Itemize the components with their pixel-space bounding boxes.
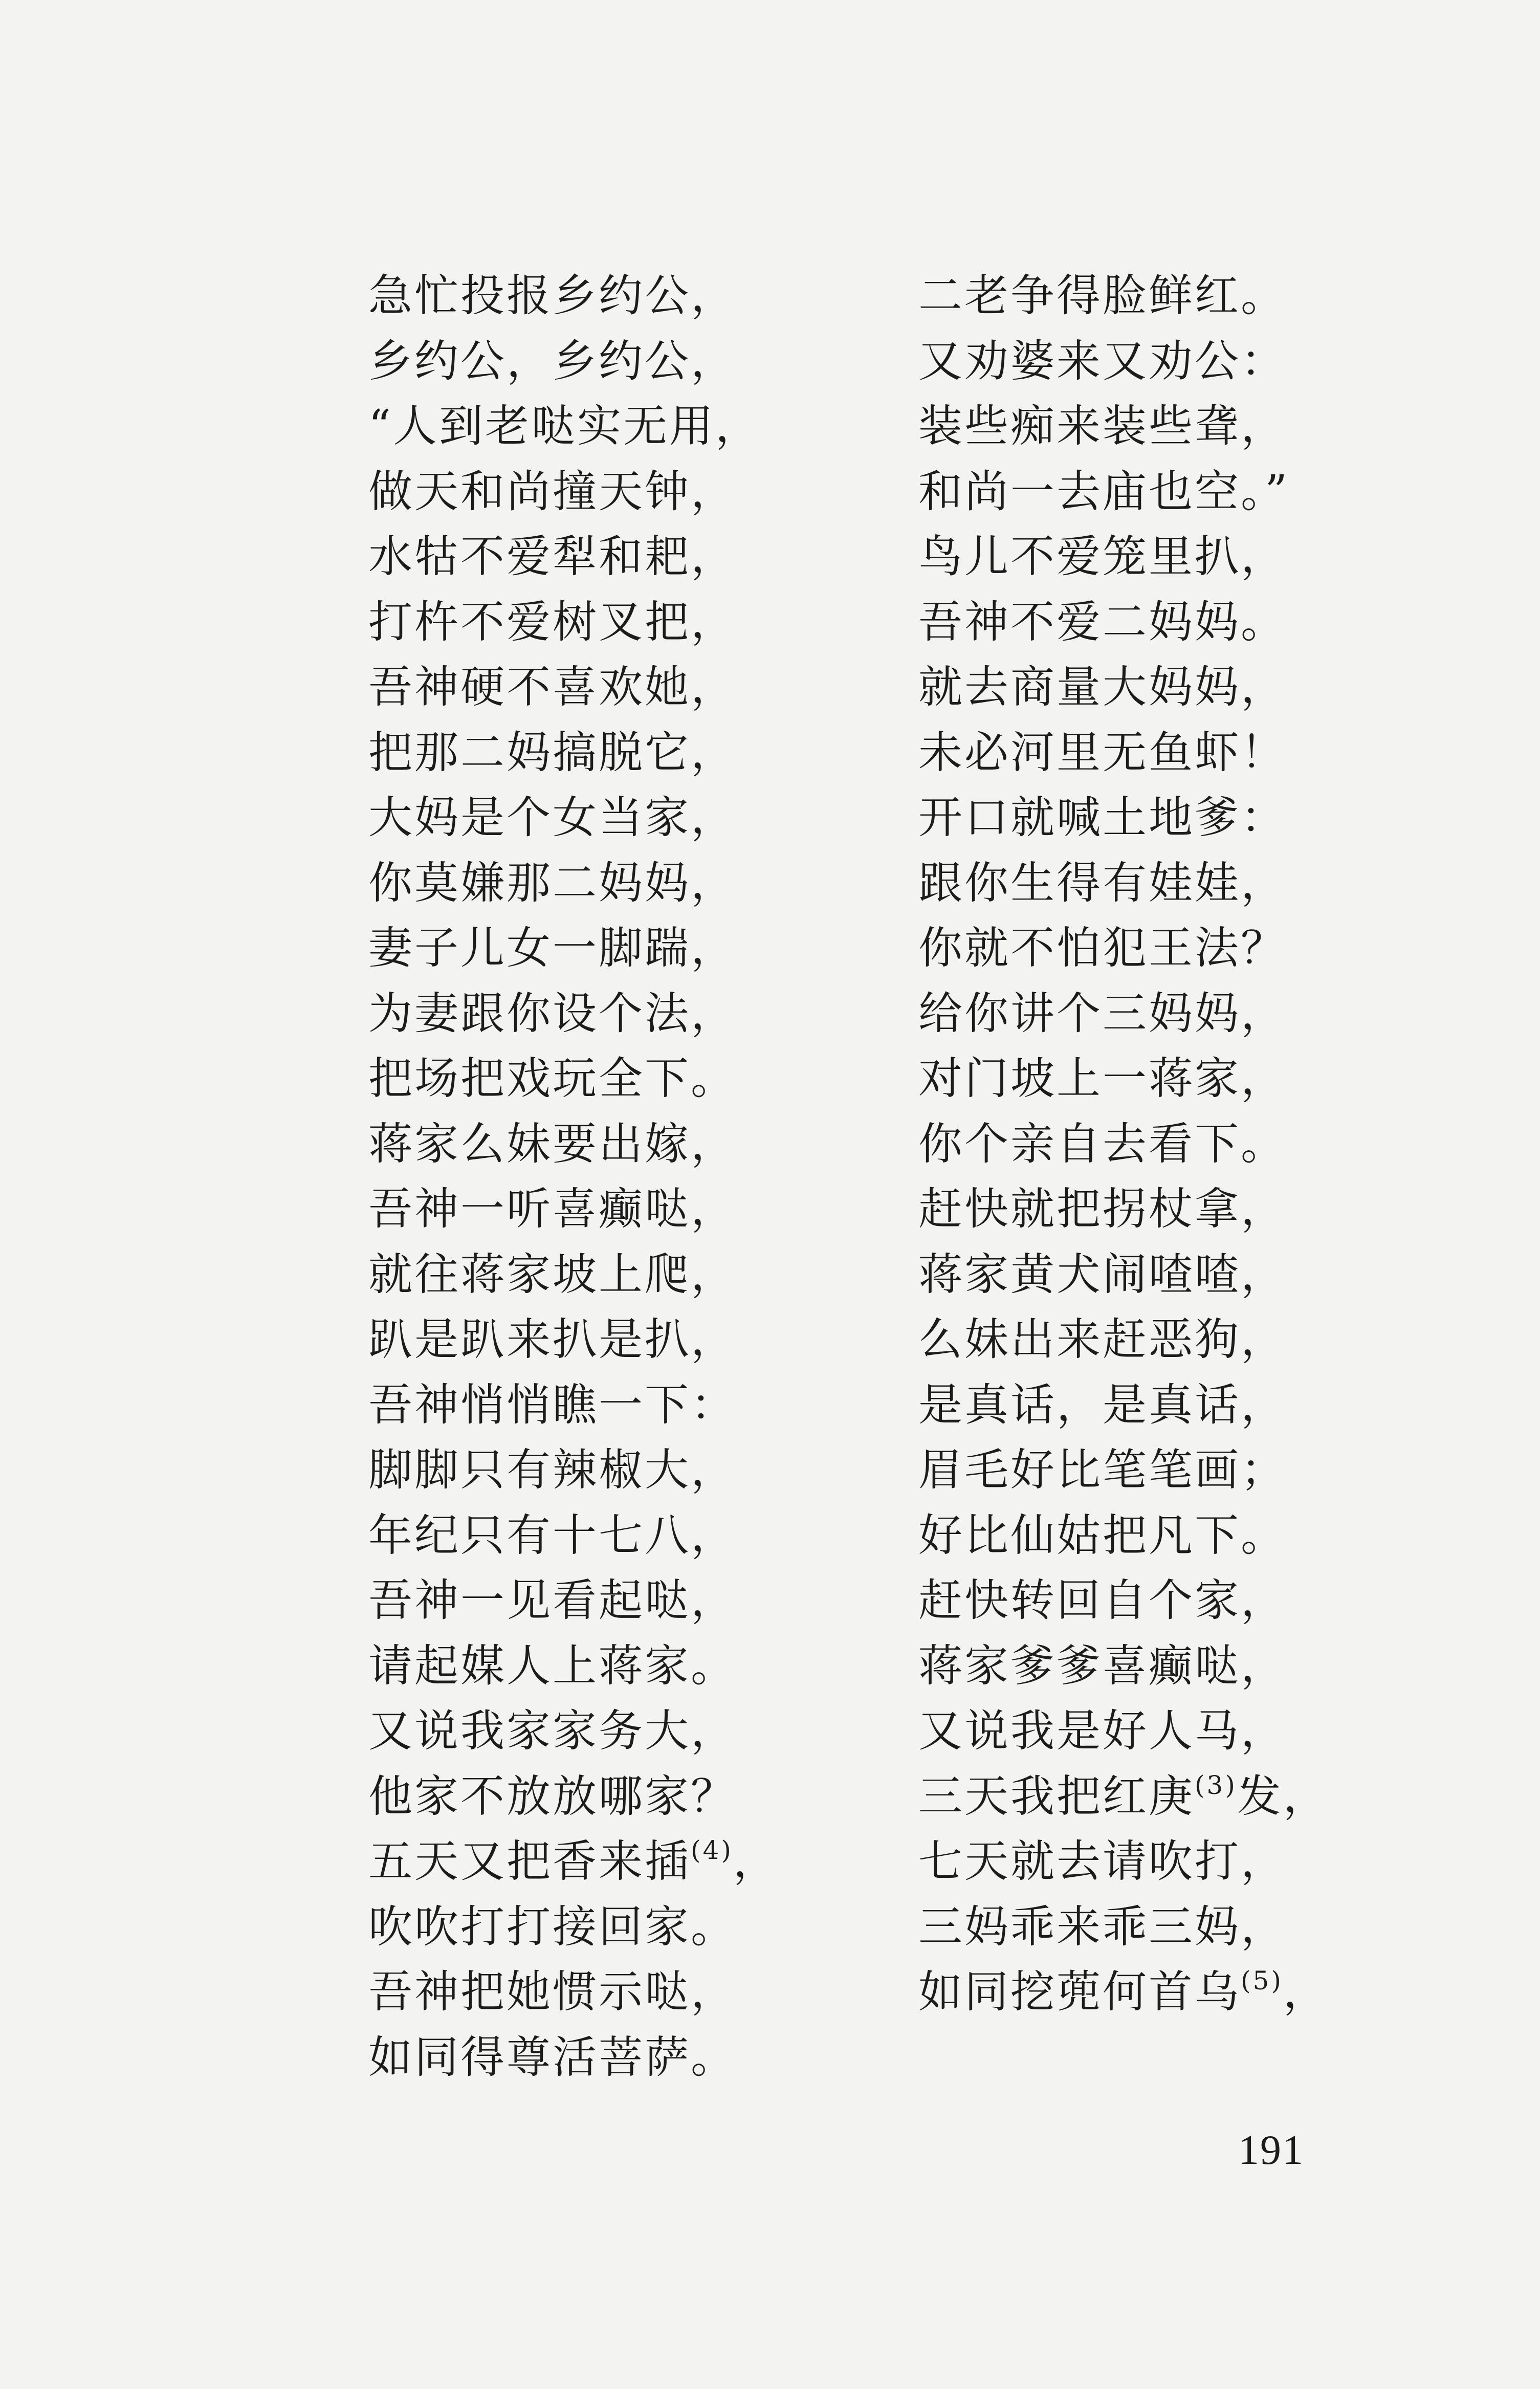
poem-line: 你个亲自去看下。: [918, 1118, 1287, 1170]
poem-line: 蒋家么妹要出嫁，: [368, 1118, 737, 1170]
footnote-marker: (4): [691, 1835, 733, 1865]
poem-line: 对门坡上一蒋家，: [918, 1053, 1287, 1104]
poem-line: 是真话，是真话，: [918, 1379, 1287, 1431]
poem-line: 给你讲个三妈妈，: [918, 988, 1287, 1039]
poem-line: 吾神一听喜癫哒，: [368, 1183, 737, 1235]
poem-line-punctuation: 发，: [1237, 1770, 1329, 1822]
poem-line: “人到老哒实无用，: [368, 401, 761, 452]
poem-line: 打杵不爱树叉把，: [368, 596, 737, 648]
poem-line: 趴是趴来扒是扒，: [368, 1314, 737, 1365]
poem-line: 吾神悄悄瞧一下：: [368, 1379, 737, 1431]
poem-line: 请起媒人上蒋家。: [368, 1640, 737, 1692]
poem-line: 三妈乖来乖三妈，: [918, 1901, 1287, 1953]
poem-line: 吾神不爱二妈妈。: [918, 596, 1287, 648]
poem-line-text: 五天又把香来插: [368, 1836, 691, 1887]
poem-line: 把场把戏玩全下。: [368, 1053, 737, 1104]
poem-line: 年纪只有十七八，: [368, 1509, 737, 1561]
poem-line: 把那二妈搞脱它，: [368, 727, 737, 778]
poem-line: 七天就去请吹打，: [918, 1836, 1287, 1887]
poem-line: [918, 1960, 1379, 2025]
poem-line: 妻子儿女一脚踹，: [368, 923, 737, 974]
poem-line-punctuation: ，: [1283, 1966, 1329, 2018]
poem-line: 又劝婆来又劝公：: [918, 335, 1287, 387]
poem-line: 乡约公，乡约公，: [368, 335, 737, 387]
poem-line: 又说我是好人马，: [918, 1705, 1287, 1757]
poem-line: 吾神一见看起哒，: [368, 1575, 737, 1626]
footnote-marker: (5): [1241, 1966, 1283, 1996]
poem-line: 眉毛好比笔笔画；: [918, 1444, 1287, 1496]
poem-line: 做天和尚撞天钟，: [368, 466, 737, 517]
poem-line: 么妹出来赶恶狗，: [918, 1314, 1287, 1365]
poem-line: 如同得尊活菩萨。: [368, 2031, 737, 2083]
poem-line-text: 如同挖蔸何首乌: [918, 1966, 1241, 2018]
poem-line: 装些痴来装些聋，: [918, 401, 1287, 452]
poem-line: 脚脚只有辣椒大，: [368, 1444, 737, 1496]
poem-line: [368, 1829, 829, 1895]
poem-line: 跟你生得有娃娃，: [918, 857, 1287, 909]
poem-line: 你就不怕犯王法？: [918, 923, 1287, 974]
poem-left-column: [368, 264, 829, 2090]
poem-line: 又说我家家务大，: [368, 1705, 737, 1757]
poem-line: 水牯不爱犁和耙，: [368, 531, 737, 582]
poem-line: 他家不放放哪家？: [368, 1770, 737, 1822]
poem-line: 吹吹打打接回家。: [368, 1901, 737, 1953]
poem-line: 二老争得脸鲜红。: [918, 270, 1287, 321]
page-number: 191: [1238, 2127, 1304, 2173]
poem-line: [918, 1764, 1379, 1830]
poem-line: 鸟儿不爱笼里扒，: [918, 531, 1287, 582]
poem-line-punctuation: ，: [733, 1836, 779, 1887]
footnote-marker: (3): [1195, 1770, 1237, 1800]
poem-line: 就往蒋家坡上爬，: [368, 1248, 737, 1300]
poem-line: 开口就喊土地爹：: [918, 792, 1287, 843]
poem-line: 吾神硬不喜欢她，: [368, 662, 737, 713]
poem-line: 赶快转回自个家，: [918, 1575, 1287, 1626]
poem-line: 蒋家爹爹喜癫哒，: [918, 1640, 1287, 1692]
poem-line-text: 三天我把红庚: [918, 1770, 1195, 1822]
poem-line: 好比仙姑把凡下。: [918, 1509, 1287, 1561]
poem-line: 大妈是个女当家，: [368, 792, 737, 843]
poem-line: 急忙投报乡约公，: [368, 270, 737, 321]
poem-line: 你莫嫌那二妈妈，: [368, 857, 737, 909]
poem-line: 为妻跟你设个法，: [368, 988, 737, 1039]
poem-line: 赶快就把拐杖拿，: [918, 1183, 1287, 1235]
poem-right-column: [918, 264, 1379, 2025]
poem-line: 未必河里无鱼虾！: [918, 727, 1287, 778]
poem-line: 蒋家黄犬闹喳喳，: [918, 1248, 1287, 1300]
poem-line: 和尚一去庙也空。”: [918, 466, 1289, 517]
poem-line: 就去商量大妈妈，: [918, 662, 1287, 713]
poem-line: 吾神把她惯示哒，: [368, 1966, 737, 2018]
